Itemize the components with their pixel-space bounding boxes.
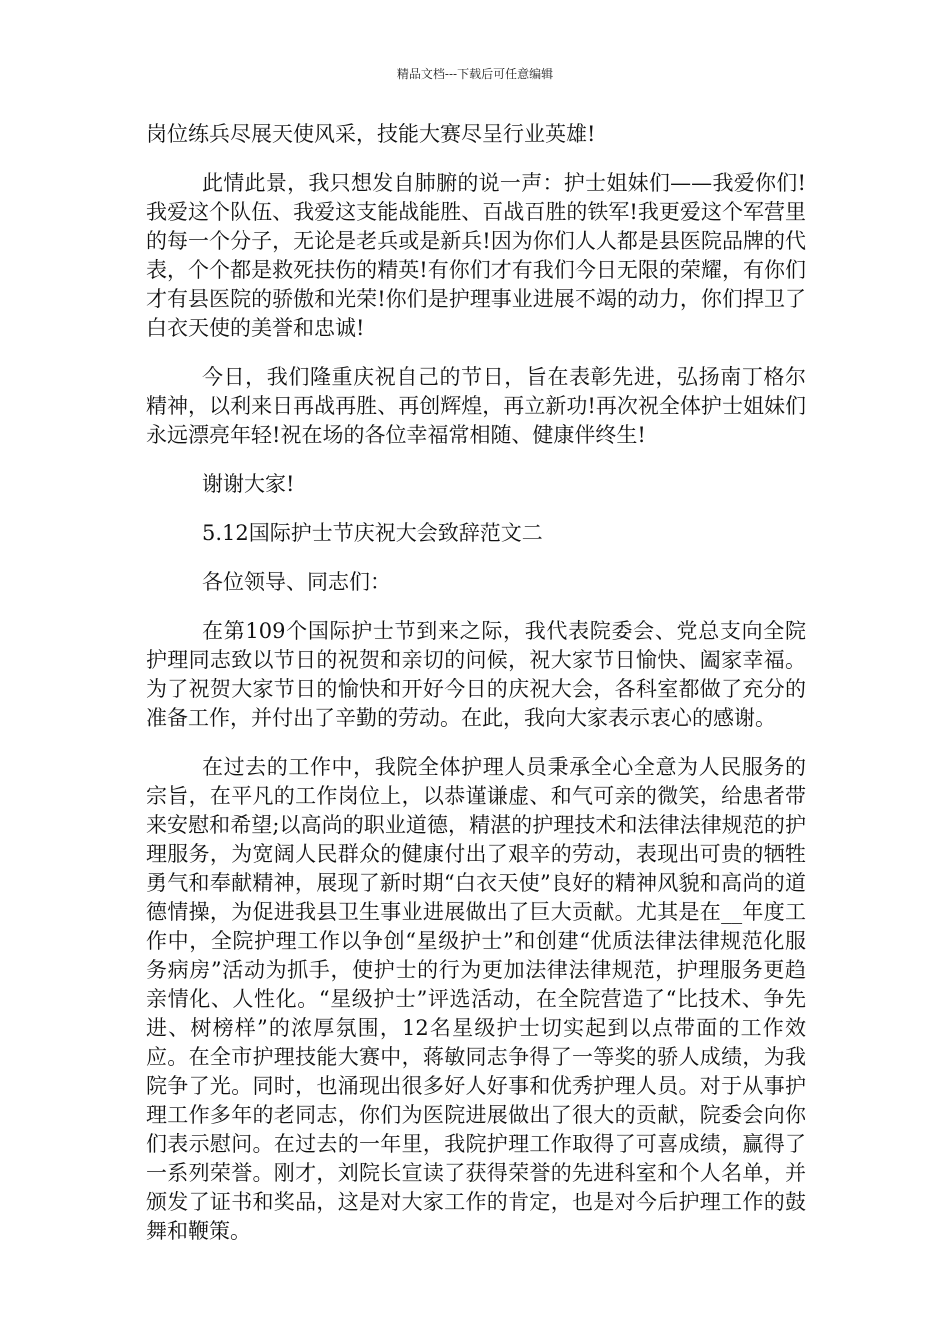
document-body — [146, 120, 806, 1246]
salutation: 各位领导、同志们： — [202, 570, 391, 594]
body-paragraph: 今日，我们隆重庆祝自己的节日，旨在表彰先进，弘扬南丁格尔精神，以利来日再战再胜、再创辉煌，再立新功!再次祝全体护士姐妹们永远漂亮年轻!祝在场的各位幸福常相随、健康伴终生! — [146, 365, 806, 447]
body-paragraph: 岗位练兵尽展天使风采，技能大赛尽呈行业英雄! — [146, 122, 596, 146]
body-paragraph: 在第109个国际护士节到来之际，我代表院委会、党总支向全院护理同志致以节日的祝贺和亲切的问候，祝大家节日愉快、阖家幸福。为了祝贺大家节日的愉快和开好今日的庆祝大会，各科室都做了充分的准备工作，并付出了辛勤的劳动。在此，我向大家表示衷心的感谢。 — [146, 619, 806, 730]
body-paragraph: 在过去的工作中，我院全体护理人员秉承全心全意为人民服务的宗旨，在平凡的工作岗位上，以恭谨谦虚、和气可亲的微笑，给患者带来安慰和希望;以高尚的职业道德，精湛的护理技术和法律法律规范的护理服务，为宽阔人民群众的健康付出了艰辛的劳动，表现出可贵的牺牲勇气和奉献精神，展现了新时期“白衣天使”良好的精神风貌和高尚的道德情操，为促进我县卫生事业进展做出了巨大贡献。尤其是在__年度工作中，全院护理工作以争创“星级护士”和创建“优质法律法律规范化服务病房”活动为抓手，使护士的行为更加法律法律规范，护理服务更趋亲情化、人性化。“星级护士”评选活动，在全院营造了“比技术、争先进、树榜样”的浓厚氛围，12名星级护士切实起到以点带面的工作效应。在全市护理技能大赛中，蒋敏同志争得了一等奖的骄人成绩，为我院争了光。同时，也涌现出很多好人好事和优秀护理人员。对于从事护理工作多年的老同志，你们为医院进展做出了很大的贡献，院委会向你们表示慰问。在过去的一年里，我院护理工作取得了可喜成绩，赢得了一系列荣誉。刚才，刘院长宣读了获得荣誉的先进科室和个人名单，并颁发了证书和奖品，这是对大家工作的肯定，也是对今后护理工作的鼓舞和鞭策。 — [146, 755, 806, 1243]
closing-line: 谢谢大家! — [202, 472, 295, 496]
body-paragraph: 此情此景，我只想发自肺腑的说一声：护士姐妹们——我爱你们!我爱这个队伍、我爱这支能战能胜、百战百胜的铁军!我更爱这个军营里的每一个分子，无论是老兵或是新兵!因为你们人人都是县医院品牌的代表，个个都是救死扶伤的精英!有你们才有我们今日无限的荣耀，有你们才有县医院的骄傲和光荣!你们是护理事业进展不竭的动力，你们捍卫了白衣天使的美誉和忠诚! — [146, 171, 806, 340]
page-header: 精品文档---下载后可任意编辑 — [396, 67, 554, 81]
section-title: 5.12国际护士节庆祝大会致辞范文二 — [202, 521, 543, 545]
